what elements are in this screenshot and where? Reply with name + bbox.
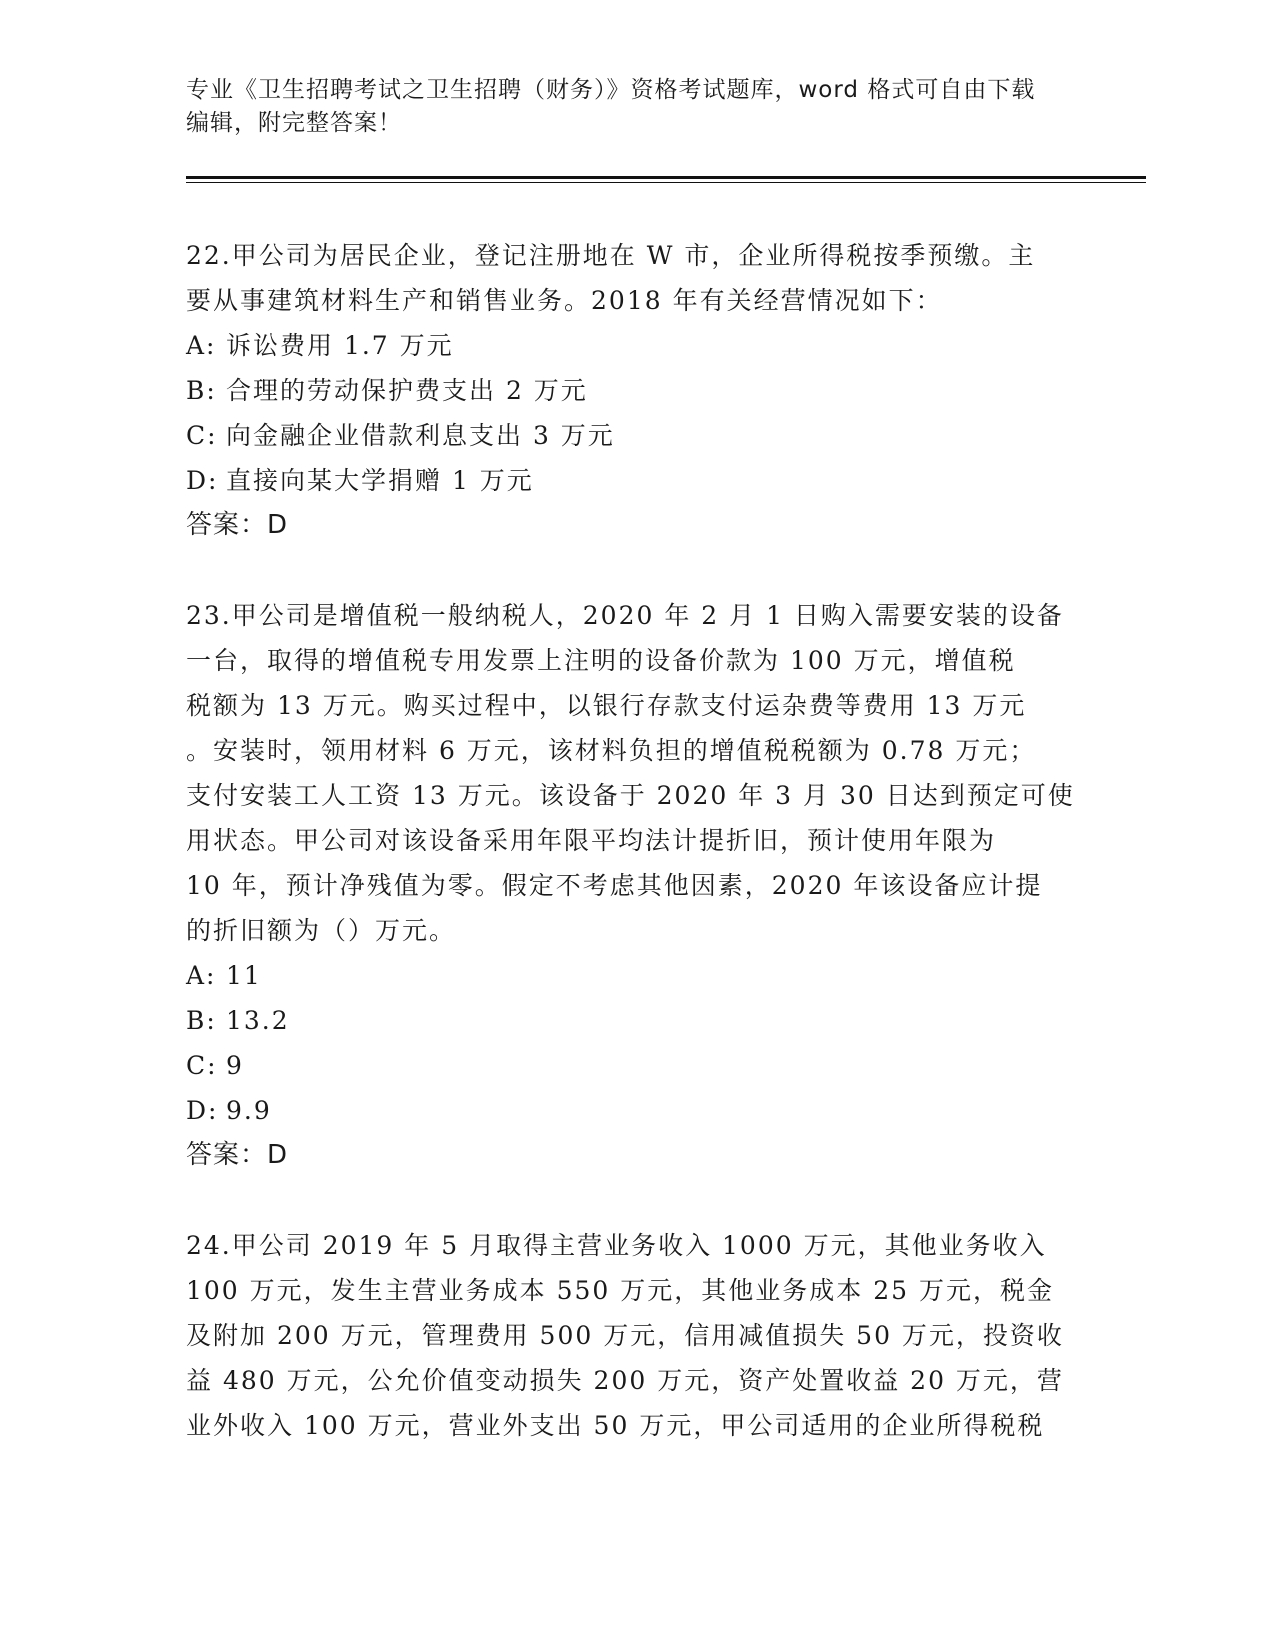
option-label: A: [186,331,217,360]
option-a [186,323,1081,368]
question-line: 一台，取得的增值税专用发票上注明的设备价款为 100 万元，增值税 [186,646,1016,675]
option-label: C: [186,421,218,450]
option-label: C: [186,1051,218,1080]
header-line-1: 专业《卫生招聘考试之卫生招聘（财务）》资格考试题库，word 格式可自由下载 [186,77,1036,103]
question-line: 要从事建筑材料生产和销售业务。2018 年有关经营情况如下： [186,286,943,315]
option-b [186,998,1081,1043]
option-text: 13.2 [226,1006,290,1035]
header-divider-thick [186,176,1146,179]
question-line: 业外收入 100 万元，营业外支出 50 万元，甲公司适用的企业所得税税 [186,1411,1045,1440]
option-label: A: [186,961,217,990]
option-c [186,1043,1081,1088]
question-line: 。安装时，领用材料 6 万元，该材料负担的增值税税额为 0.78 万元； [186,736,1037,765]
question-line: 益 480 万元，公允价值变动损失 200 万元，资产处置收益 20 万元，营 [186,1366,1064,1395]
question-23 [186,593,1081,1178]
option-label: D: [186,466,219,495]
question-line: 24.甲公司 2019 年 5 月取得主营业务收入 1000 万元，其他业务收入 [186,1231,1047,1260]
document-header [186,74,1066,140]
option-d [186,1088,1081,1133]
option-d [186,458,1081,503]
answer-line: 答案：D [186,1140,289,1170]
option-text: 直接向某大学捐赠 1 万元 [226,466,534,495]
question-line: 支付安装工人工资 13 万元。该设备于 2020 年 3 月 30 日达到预定可使 [186,781,1075,810]
question-line: 23.甲公司是增值税一般纳税人，2020 年 2 月 1 日购入需要安装的设备 [186,601,1064,630]
option-label: B: [186,1006,217,1035]
option-text: 向金融企业借款利息支出 3 万元 [226,421,615,450]
option-text: 诉讼费用 1.7 万元 [226,331,454,360]
question-line: 100 万元，发生主营业务成本 550 万元，其他业务成本 25 万元，税金 [186,1276,1054,1305]
question-list [186,233,1081,1493]
option-text: 合理的劳动保护费支出 2 万元 [226,376,588,405]
option-label: D: [186,1096,219,1125]
option-text: 9 [226,1051,244,1080]
option-text: 11 [226,961,262,990]
question-line: 用状态。甲公司对该设备采用年限平均法计提折旧，预计使用年限为 [186,826,997,855]
question-line: 22.甲公司为居民企业，登记注册地在 W 市，企业所得税按季预缴。主 [186,241,1036,270]
question-line: 及附加 200 万元，管理费用 500 万元，信用减值损失 50 万元，投资收 [186,1321,1064,1350]
question-line: 的折旧额为（）万元。 [186,916,457,945]
option-a [186,953,1081,998]
option-c [186,413,1081,458]
question-line: 10 年，预计净残值为零。假定不考虑其他因素，2020 年该设备应计提 [186,871,1043,900]
option-label: B: [186,376,217,405]
question-24 [186,1223,1081,1448]
answer-line: 答案：D [186,510,289,540]
question-22 [186,233,1081,548]
header-divider-thin [186,182,1146,183]
header-line-2: 编辑，附完整答案！ [186,110,402,136]
question-line: 税额为 13 万元。购买过程中，以银行存款支付运杂费等费用 13 万元 [186,691,1027,720]
option-b [186,368,1081,413]
option-text: 9.9 [226,1096,272,1125]
